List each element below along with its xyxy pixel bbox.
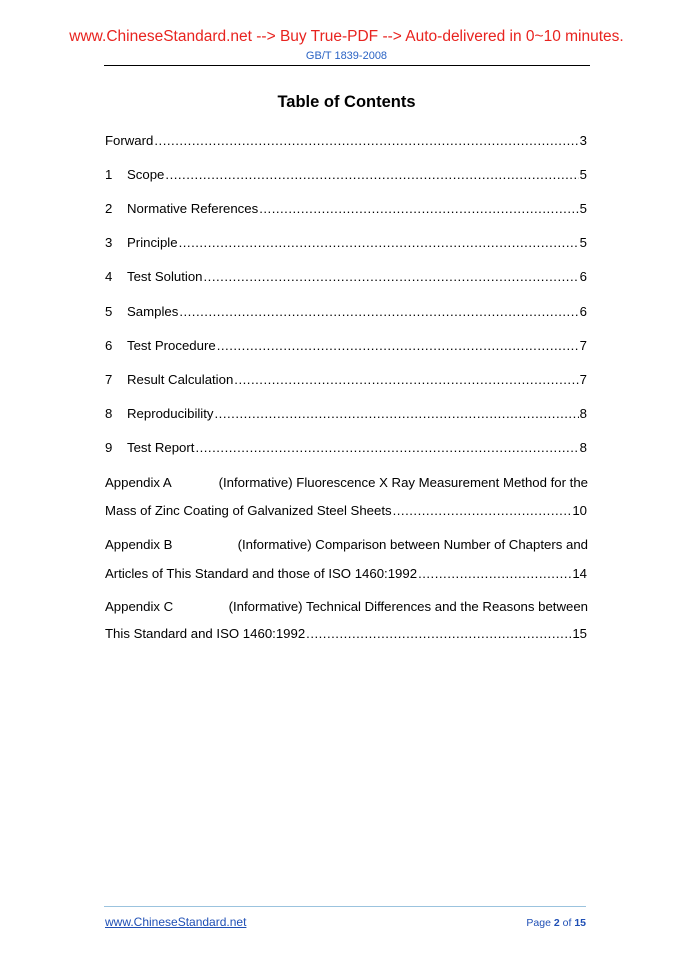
toc-entry-label: Reproducibility — [127, 406, 214, 421]
appendix-label: Appendix C — [105, 599, 174, 614]
toc-entry-page: 5 — [579, 201, 587, 216]
leader-dots — [154, 132, 578, 150]
toc-entry-page: 5 — [579, 167, 587, 182]
toc-entry-label: Test Report — [127, 440, 195, 455]
toc-entry-number: 6 — [105, 338, 113, 353]
footer-divider — [104, 906, 586, 907]
toc-entry-result-calculation[interactable] — [105, 371, 587, 389]
page-indicator — [526, 917, 586, 930]
toc-entry-principle[interactable] — [105, 234, 587, 252]
page-prefix: Page — [526, 917, 551, 929]
standard-number: GB/T 1839-2008 — [305, 50, 388, 62]
leader-dots — [306, 625, 571, 643]
appendix-title-continued: Mass of Zinc Coating of Galvanized Steel Sheets — [105, 503, 392, 518]
appendix-title: (Informative) Comparison between Number of Chapters and — [237, 537, 588, 552]
toc-entry-number: 1 — [105, 167, 113, 182]
leader-dots — [418, 565, 571, 583]
toc-entry-test-procedure[interactable] — [105, 337, 587, 355]
toc-entry-page: 10 — [572, 503, 587, 518]
toc-entry-number: 2 — [105, 201, 113, 216]
leader-dots — [393, 502, 572, 520]
toc-entry-number: 9 — [105, 440, 113, 455]
toc-entry-page: 8 — [579, 406, 587, 421]
toc-entry-forward[interactable] — [105, 132, 587, 150]
toc-entry-number: 5 — [105, 304, 113, 319]
leader-dots — [204, 268, 579, 286]
leader-dots — [165, 166, 578, 184]
footer-site-link[interactable]: www.ChineseStandard.net — [105, 915, 247, 929]
toc-entry-samples[interactable] — [105, 303, 587, 321]
toc-appendix-b-line1[interactable] — [105, 536, 588, 554]
toc-appendix-c-line1[interactable] — [105, 598, 588, 616]
toc-entry-label: Result Calculation — [127, 372, 234, 387]
toc-entry-page: 5 — [579, 235, 587, 250]
toc-entry-number: 7 — [105, 372, 113, 387]
toc-appendix-a-line2[interactable] — [105, 502, 587, 520]
toc-appendix-a-line1[interactable] — [105, 474, 588, 492]
toc-entry-page: 6 — [579, 304, 587, 319]
toc-entry-page: 3 — [579, 133, 587, 148]
toc-entry-test-report[interactable] — [105, 439, 587, 457]
toc-entry-page: 8 — [579, 440, 587, 455]
toc-entry-number: 8 — [105, 406, 113, 421]
toc-entry-label: Test Procedure — [127, 338, 216, 353]
toc-entry-number: 4 — [105, 269, 113, 284]
leader-dots — [179, 303, 578, 321]
leader-dots — [215, 405, 579, 423]
toc-entry-page: 7 — [579, 338, 587, 353]
page-total: 15 — [574, 917, 586, 929]
toc-entry-label: Normative References — [127, 201, 259, 216]
leader-dots — [234, 371, 578, 389]
toc-appendix-c-line2[interactable] — [105, 625, 587, 643]
toc-entry-page: 15 — [572, 626, 587, 641]
appendix-title-continued: Articles of This Standard and those of ISO 1460:1992 — [105, 566, 418, 581]
appendix-title-continued: This Standard and ISO 1460:1992 — [105, 626, 306, 641]
page-current: 2 — [553, 917, 560, 929]
toc-entry-label: Principle — [127, 235, 178, 250]
leader-dots — [217, 337, 579, 355]
toc-entry-label: Test Solution — [127, 269, 203, 284]
toc-entry-page: 7 — [579, 372, 587, 387]
appendix-title: (Informative) Technical Differences and the Reasons between — [228, 599, 588, 614]
toc-appendix-b-line2[interactable] — [105, 565, 587, 583]
toc-entry-page: 14 — [572, 566, 587, 581]
leader-dots — [195, 439, 578, 457]
appendix-title: (Informative) Fluorescence X Ray Measurement Method for the — [218, 475, 588, 490]
toc-entry-label: Forward — [105, 133, 154, 148]
toc-entry-page: 6 — [579, 269, 587, 284]
page-of: of — [562, 917, 572, 929]
toc-entry-reproducibility[interactable] — [105, 405, 587, 423]
toc-entry-scope[interactable] — [105, 166, 587, 184]
header-banner-link[interactable]: www.ChineseStandard.net --> Buy True-PDF --> Auto-delivered in 0~10 minutes. — [69, 28, 624, 45]
toc-entry-number: 3 — [105, 235, 113, 250]
appendix-label: Appendix B — [105, 537, 173, 552]
toc-entry-test-solution[interactable] — [105, 268, 587, 286]
page-title: Table of Contents — [277, 93, 416, 111]
toc-entry-normative-references[interactable] — [105, 200, 587, 218]
appendix-label: Appendix A — [105, 475, 172, 490]
leader-dots — [179, 234, 579, 252]
leader-dots — [259, 200, 578, 218]
toc-entry-label: Scope — [127, 167, 165, 182]
toc-entry-label: Samples — [127, 304, 179, 319]
